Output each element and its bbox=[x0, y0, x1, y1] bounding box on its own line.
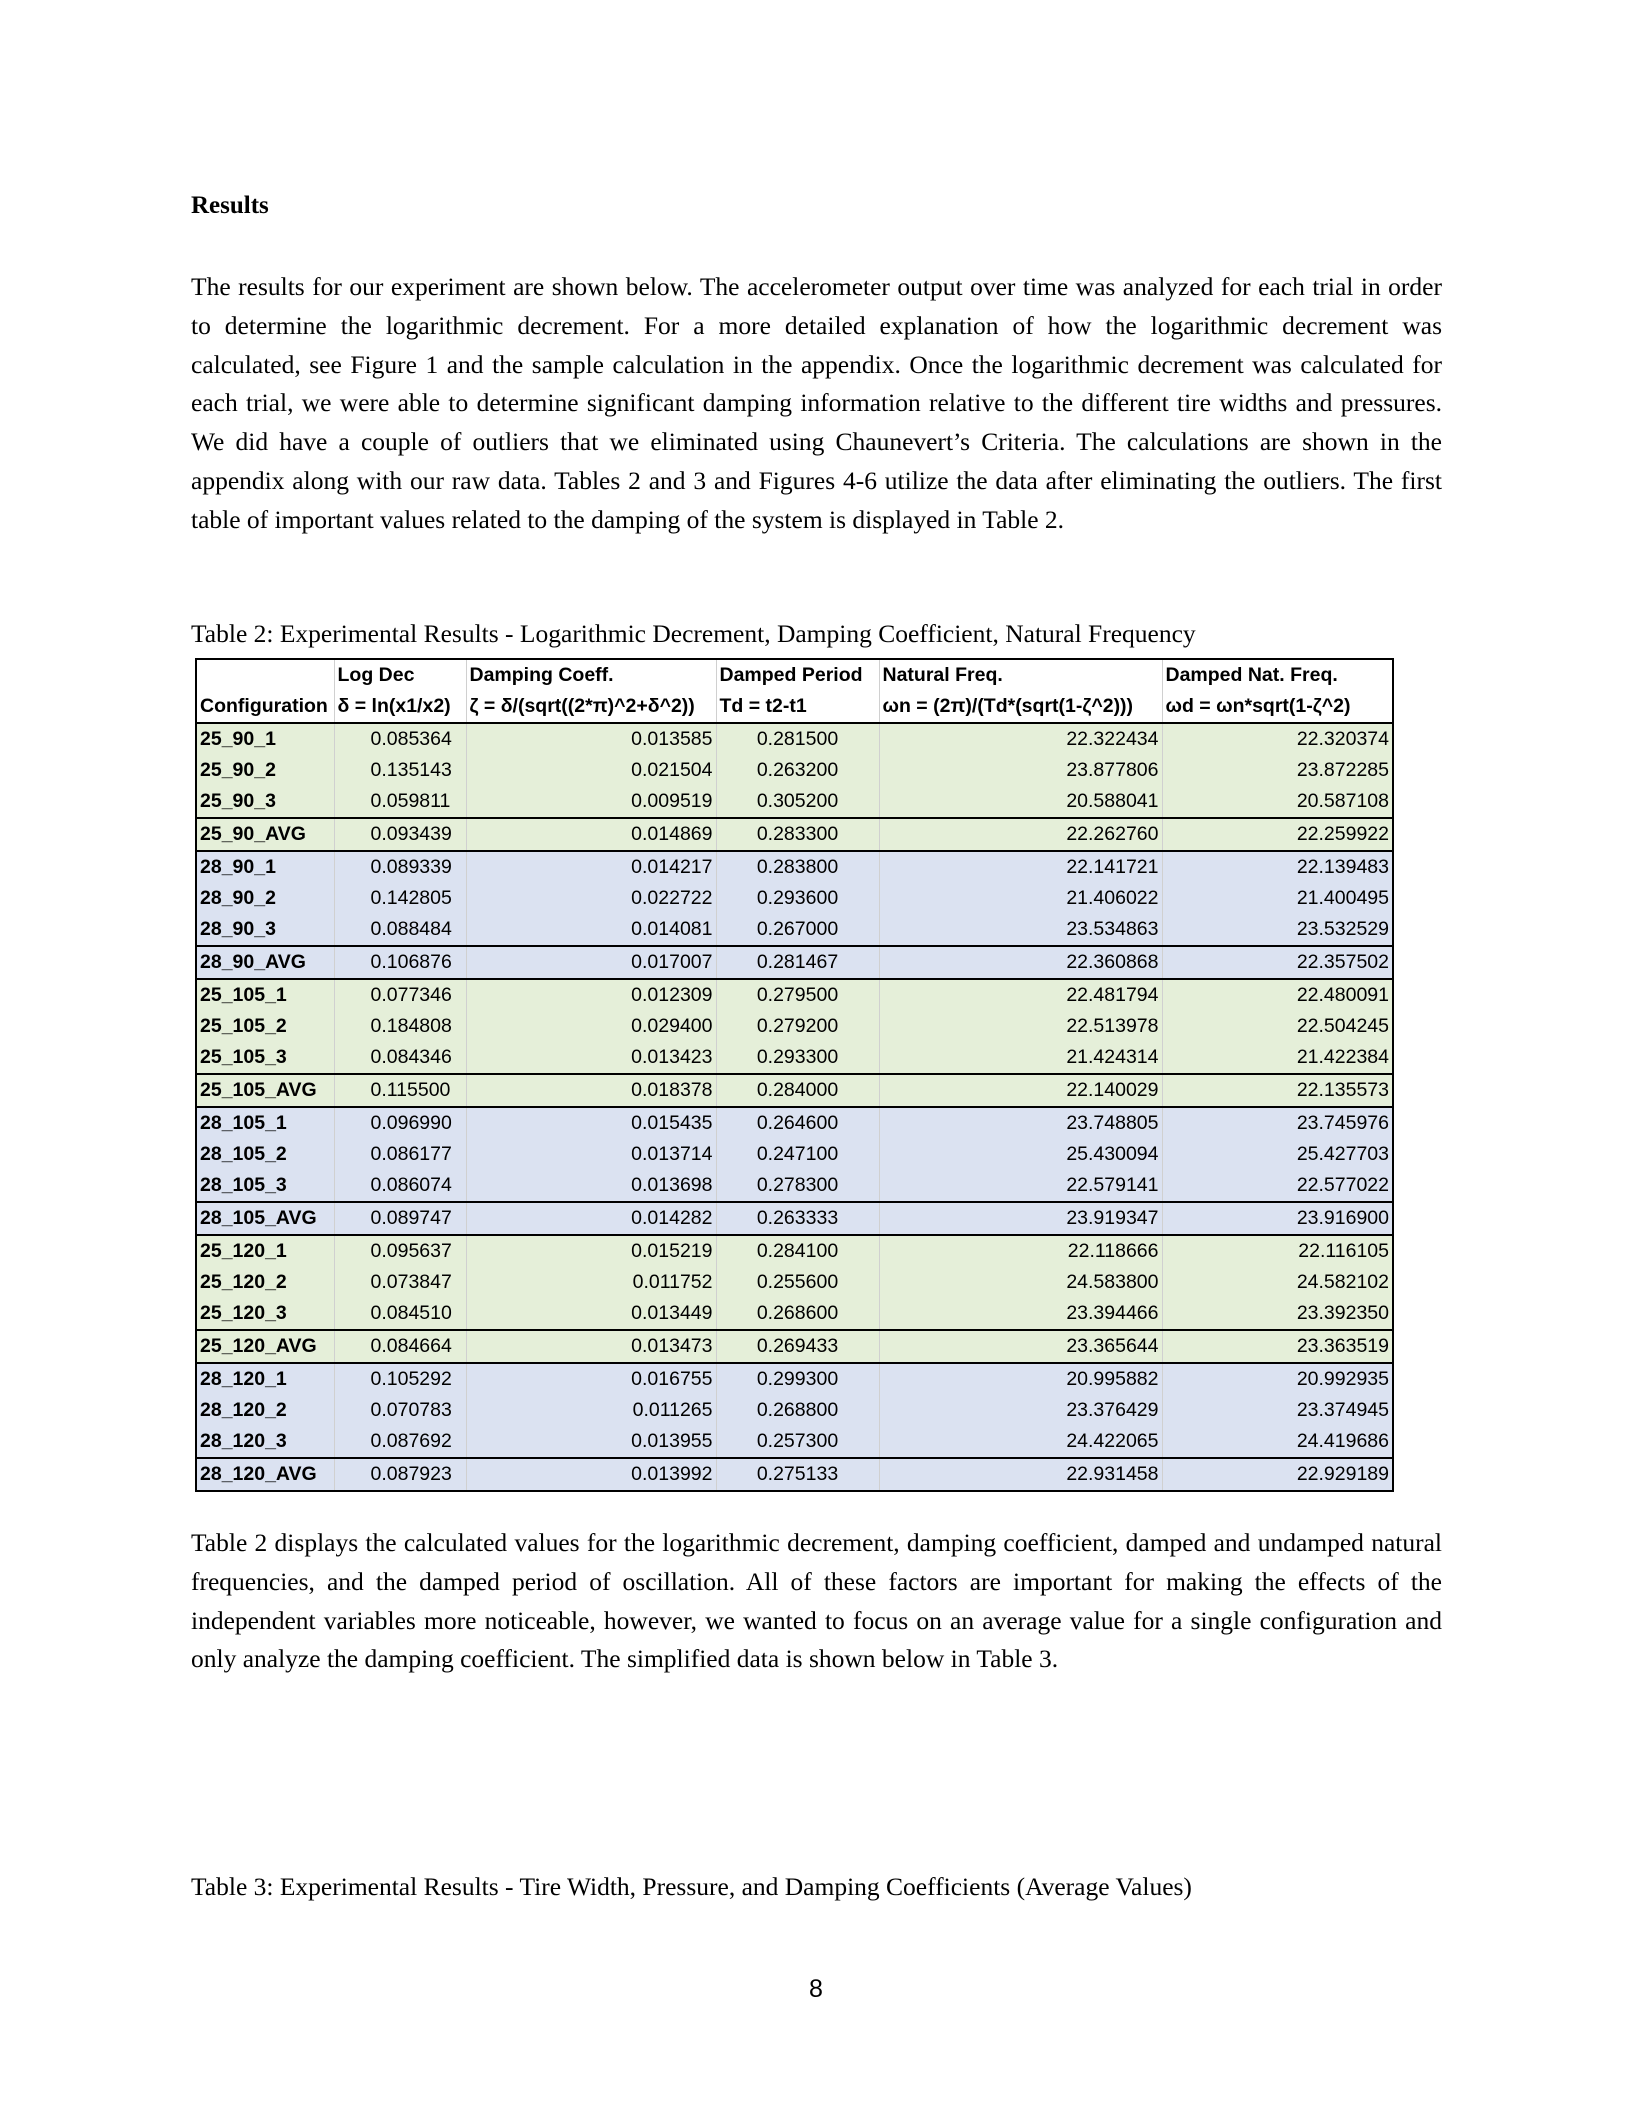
value-cell: 22.118666 bbox=[879, 1235, 1162, 1267]
value-cell: 24.583800 bbox=[879, 1267, 1162, 1298]
value-cell: 0.013698 bbox=[466, 1170, 716, 1202]
value-cell: 0.088484 bbox=[334, 914, 466, 946]
value-cell: 0.268800 bbox=[716, 1395, 879, 1426]
value-cell: 0.293300 bbox=[716, 1042, 879, 1074]
value-cell: 22.931458 bbox=[879, 1458, 1162, 1491]
value-cell: 0.275133 bbox=[716, 1458, 879, 1491]
table-row bbox=[196, 1298, 1393, 1330]
table-row bbox=[196, 883, 1393, 914]
configuration-cell: 25_105_2 bbox=[196, 1011, 334, 1042]
configuration-cell: 28_120_1 bbox=[196, 1363, 334, 1395]
value-cell: 21.422384 bbox=[1162, 1042, 1393, 1074]
value-cell: 22.322434 bbox=[879, 723, 1162, 755]
table-row bbox=[196, 755, 1393, 786]
value-cell: 23.376429 bbox=[879, 1395, 1162, 1426]
value-cell: 0.087692 bbox=[334, 1426, 466, 1458]
configuration-cell: 28_90_AVG bbox=[196, 946, 334, 979]
value-cell: 0.247100 bbox=[716, 1139, 879, 1170]
value-cell: 20.587108 bbox=[1162, 786, 1393, 818]
configuration-cell: 25_105_3 bbox=[196, 1042, 334, 1074]
discussion-paragraph: Table 2 displays the calculated values for the logarithmic decrement, damping coefficient, damped and undamped natural frequencies, and the damped period of oscillation. All of these factors are important for making the effects of the independent variables more noticeable, however, we wanted to focus on an average value for a single configuration and only analyze the damping coefficient. The simplified data is shown below in Table 3. bbox=[191, 1528, 1442, 1674]
value-cell: 23.916900 bbox=[1162, 1202, 1393, 1235]
header-cell: δ = ln(x1/x2) bbox=[334, 691, 466, 723]
value-cell: 0.264600 bbox=[716, 1107, 879, 1139]
header-cell: Td = t2-t1 bbox=[716, 691, 879, 723]
header-cell: ζ = δ/(sqrt((2*π)^2+δ^2)) bbox=[466, 691, 716, 723]
value-cell: 23.919347 bbox=[879, 1202, 1162, 1235]
value-cell: 0.018378 bbox=[466, 1074, 716, 1107]
value-cell: 0.084664 bbox=[334, 1330, 466, 1363]
value-cell: 0.013955 bbox=[466, 1426, 716, 1458]
configuration-cell: 28_105_2 bbox=[196, 1139, 334, 1170]
value-cell: 0.015435 bbox=[466, 1107, 716, 1139]
value-cell: 0.014282 bbox=[466, 1202, 716, 1235]
value-cell: 22.504245 bbox=[1162, 1011, 1393, 1042]
value-cell: 22.360868 bbox=[879, 946, 1162, 979]
value-cell: 0.070783 bbox=[334, 1395, 466, 1426]
value-cell: 0.013585 bbox=[466, 723, 716, 755]
value-cell: 0.106876 bbox=[334, 946, 466, 979]
intro-paragraph: The results for our experiment are shown below. The accelerometer output over time was analyzed for each trial in order to determine the logarithmic decrement. For a more detailed explanation of how the logarithmic decrement was calculated, see Figure 1 and the sample calculation in the appendix. Once the logarithmic decrement was calculated for each trial, we were able to determine significant damping information relative to the different tire widths and pressures. We did have a couple of outliers that we eliminated using Chaunevert’s Criteria. The calculations are shown in the appendix along with our raw data. Tables 2 and 3 and Figures 4-6 utilize the data after eliminating the outliers. The first table of important values related to the damping of the system is displayed in Table 2. bbox=[191, 272, 1442, 534]
value-cell: 0.086177 bbox=[334, 1139, 466, 1170]
configuration-cell: 28_90_2 bbox=[196, 883, 334, 914]
header-cell bbox=[196, 659, 334, 691]
value-cell: 0.014081 bbox=[466, 914, 716, 946]
value-cell: 22.139483 bbox=[1162, 851, 1393, 883]
table-average-row bbox=[196, 946, 1393, 979]
value-cell: 22.135573 bbox=[1162, 1074, 1393, 1107]
value-cell: 23.392350 bbox=[1162, 1298, 1393, 1330]
configuration-cell: 25_90_2 bbox=[196, 755, 334, 786]
header-cell: Damping Coeff. bbox=[466, 659, 716, 691]
value-cell: 22.259922 bbox=[1162, 818, 1393, 851]
configuration-cell: 25_120_AVG bbox=[196, 1330, 334, 1363]
value-cell: 0.012309 bbox=[466, 979, 716, 1011]
value-cell: 22.320374 bbox=[1162, 723, 1393, 755]
header-cell: Configuration bbox=[196, 691, 334, 723]
configuration-cell: 28_120_3 bbox=[196, 1426, 334, 1458]
value-cell: 22.262760 bbox=[879, 818, 1162, 851]
value-cell: 0.009519 bbox=[466, 786, 716, 818]
table-average-row bbox=[196, 818, 1393, 851]
value-cell: 0.059811 bbox=[334, 786, 466, 818]
value-cell: 20.992935 bbox=[1162, 1363, 1393, 1395]
configuration-cell: 25_90_AVG bbox=[196, 818, 334, 851]
value-cell: 0.096990 bbox=[334, 1107, 466, 1139]
table-formula-row bbox=[196, 691, 1393, 723]
results-table bbox=[195, 658, 1394, 1492]
value-cell: 0.283800 bbox=[716, 851, 879, 883]
value-cell: 0.013449 bbox=[466, 1298, 716, 1330]
table-row bbox=[196, 1426, 1393, 1458]
value-cell: 0.095637 bbox=[334, 1235, 466, 1267]
value-cell: 0.269433 bbox=[716, 1330, 879, 1363]
table2-caption: Table 2: Experimental Results - Logarithmic Decrement, Damping Coefficient, Natural Frequency bbox=[191, 619, 1196, 648]
configuration-cell: 25_90_1 bbox=[196, 723, 334, 755]
value-cell: 0.016755 bbox=[466, 1363, 716, 1395]
table-row bbox=[196, 1363, 1393, 1395]
table-row bbox=[196, 1107, 1393, 1139]
value-cell: 0.263333 bbox=[716, 1202, 879, 1235]
value-cell: 0.086074 bbox=[334, 1170, 466, 1202]
value-cell: 0.022722 bbox=[466, 883, 716, 914]
configuration-cell: 28_105_1 bbox=[196, 1107, 334, 1139]
value-cell: 22.140029 bbox=[879, 1074, 1162, 1107]
value-cell: 23.532529 bbox=[1162, 914, 1393, 946]
value-cell: 0.279500 bbox=[716, 979, 879, 1011]
value-cell: 22.116105 bbox=[1162, 1235, 1393, 1267]
header-cell: ωn = (2π)/(Td*(sqrt(1-ζ^2))) bbox=[879, 691, 1162, 723]
table-row bbox=[196, 1235, 1393, 1267]
value-cell: 0.014217 bbox=[466, 851, 716, 883]
value-cell: 0.281467 bbox=[716, 946, 879, 979]
value-cell: 0.283300 bbox=[716, 818, 879, 851]
value-cell: 0.013714 bbox=[466, 1139, 716, 1170]
value-cell: 0.184808 bbox=[334, 1011, 466, 1042]
value-cell: 23.394466 bbox=[879, 1298, 1162, 1330]
configuration-cell: 25_120_1 bbox=[196, 1235, 334, 1267]
value-cell: 0.278300 bbox=[716, 1170, 879, 1202]
table-row bbox=[196, 1139, 1393, 1170]
value-cell: 0.268600 bbox=[716, 1298, 879, 1330]
value-cell: 0.257300 bbox=[716, 1426, 879, 1458]
value-cell: 0.135143 bbox=[334, 755, 466, 786]
table-row bbox=[196, 1170, 1393, 1202]
table-average-row bbox=[196, 1074, 1393, 1107]
configuration-cell: 28_120_AVG bbox=[196, 1458, 334, 1491]
table-body bbox=[196, 723, 1393, 1491]
table-row bbox=[196, 851, 1393, 883]
header-cell: ωd = ωn*sqrt(1-ζ^2) bbox=[1162, 691, 1393, 723]
value-cell: 0.255600 bbox=[716, 1267, 879, 1298]
value-cell: 0.093439 bbox=[334, 818, 466, 851]
value-cell: 0.011265 bbox=[466, 1395, 716, 1426]
value-cell: 0.142805 bbox=[334, 883, 466, 914]
value-cell: 0.013992 bbox=[466, 1458, 716, 1491]
header-cell: Log Dec bbox=[334, 659, 466, 691]
value-cell: 0.089339 bbox=[334, 851, 466, 883]
value-cell: 0.105292 bbox=[334, 1363, 466, 1395]
value-cell: 0.267000 bbox=[716, 914, 879, 946]
table-header-row bbox=[196, 659, 1393, 691]
configuration-cell: 25_105_AVG bbox=[196, 1074, 334, 1107]
value-cell: 22.579141 bbox=[879, 1170, 1162, 1202]
value-cell: 0.084510 bbox=[334, 1298, 466, 1330]
table-row bbox=[196, 1267, 1393, 1298]
value-cell: 0.284000 bbox=[716, 1074, 879, 1107]
value-cell: 24.582102 bbox=[1162, 1267, 1393, 1298]
value-cell: 23.363519 bbox=[1162, 1330, 1393, 1363]
configuration-cell: 25_120_2 bbox=[196, 1267, 334, 1298]
page-number: 8 bbox=[809, 1975, 823, 2003]
value-cell: 22.481794 bbox=[879, 979, 1162, 1011]
table-average-row bbox=[196, 1202, 1393, 1235]
value-cell: 23.748805 bbox=[879, 1107, 1162, 1139]
value-cell: 25.430094 bbox=[879, 1139, 1162, 1170]
value-cell: 24.422065 bbox=[879, 1426, 1162, 1458]
value-cell: 23.872285 bbox=[1162, 755, 1393, 786]
value-cell: 0.013423 bbox=[466, 1042, 716, 1074]
configuration-cell: 25_105_1 bbox=[196, 979, 334, 1011]
value-cell: 23.877806 bbox=[879, 755, 1162, 786]
table-row bbox=[196, 723, 1393, 755]
value-cell: 0.087923 bbox=[334, 1458, 466, 1491]
table3-caption: Table 3: Experimental Results - Tire Width, Pressure, and Damping Coefficients (Average Values) bbox=[191, 1872, 1192, 1901]
configuration-cell: 28_105_AVG bbox=[196, 1202, 334, 1235]
header-cell: Damped Nat. Freq. bbox=[1162, 659, 1393, 691]
table-row bbox=[196, 786, 1393, 818]
value-cell: 23.374945 bbox=[1162, 1395, 1393, 1426]
configuration-cell: 25_120_3 bbox=[196, 1298, 334, 1330]
value-cell: 0.279200 bbox=[716, 1011, 879, 1042]
value-cell: 0.021504 bbox=[466, 755, 716, 786]
value-cell: 22.513978 bbox=[879, 1011, 1162, 1042]
value-cell: 20.588041 bbox=[879, 786, 1162, 818]
table-average-row bbox=[196, 1330, 1393, 1363]
value-cell: 0.299300 bbox=[716, 1363, 879, 1395]
value-cell: 0.014869 bbox=[466, 818, 716, 851]
table-row bbox=[196, 979, 1393, 1011]
value-cell: 0.085364 bbox=[334, 723, 466, 755]
value-cell: 0.284100 bbox=[716, 1235, 879, 1267]
configuration-cell: 28_90_3 bbox=[196, 914, 334, 946]
value-cell: 0.011752 bbox=[466, 1267, 716, 1298]
value-cell: 23.745976 bbox=[1162, 1107, 1393, 1139]
configuration-cell: 28_90_1 bbox=[196, 851, 334, 883]
table-row bbox=[196, 1395, 1393, 1426]
value-cell: 0.077346 bbox=[334, 979, 466, 1011]
configuration-cell: 25_90_3 bbox=[196, 786, 334, 818]
value-cell: 0.263200 bbox=[716, 755, 879, 786]
value-cell: 22.141721 bbox=[879, 851, 1162, 883]
configuration-cell: 28_105_3 bbox=[196, 1170, 334, 1202]
configuration-cell: 28_120_2 bbox=[196, 1395, 334, 1426]
value-cell: 22.357502 bbox=[1162, 946, 1393, 979]
value-cell: 0.293600 bbox=[716, 883, 879, 914]
value-cell: 0.073847 bbox=[334, 1267, 466, 1298]
value-cell: 0.013473 bbox=[466, 1330, 716, 1363]
value-cell: 24.419686 bbox=[1162, 1426, 1393, 1458]
header-cell: Natural Freq. bbox=[879, 659, 1162, 691]
value-cell: 20.995882 bbox=[879, 1363, 1162, 1395]
value-cell: 0.281500 bbox=[716, 723, 879, 755]
value-cell: 23.534863 bbox=[879, 914, 1162, 946]
table-row bbox=[196, 914, 1393, 946]
value-cell: 21.400495 bbox=[1162, 883, 1393, 914]
value-cell: 0.017007 bbox=[466, 946, 716, 979]
value-cell: 0.015219 bbox=[466, 1235, 716, 1267]
value-cell: 21.406022 bbox=[879, 883, 1162, 914]
value-cell: 23.365644 bbox=[879, 1330, 1162, 1363]
value-cell: 22.480091 bbox=[1162, 979, 1393, 1011]
value-cell: 22.577022 bbox=[1162, 1170, 1393, 1202]
value-cell: 0.084346 bbox=[334, 1042, 466, 1074]
table-average-row bbox=[196, 1458, 1393, 1491]
header-cell: Damped Period bbox=[716, 659, 879, 691]
value-cell: 0.029400 bbox=[466, 1011, 716, 1042]
value-cell: 25.427703 bbox=[1162, 1139, 1393, 1170]
table-row bbox=[196, 1011, 1393, 1042]
section-heading: Results bbox=[191, 192, 269, 219]
value-cell: 0.115500 bbox=[334, 1074, 466, 1107]
value-cell: 0.089747 bbox=[334, 1202, 466, 1235]
table-row bbox=[196, 1042, 1393, 1074]
value-cell: 22.929189 bbox=[1162, 1458, 1393, 1491]
value-cell: 0.305200 bbox=[716, 786, 879, 818]
value-cell: 21.424314 bbox=[879, 1042, 1162, 1074]
